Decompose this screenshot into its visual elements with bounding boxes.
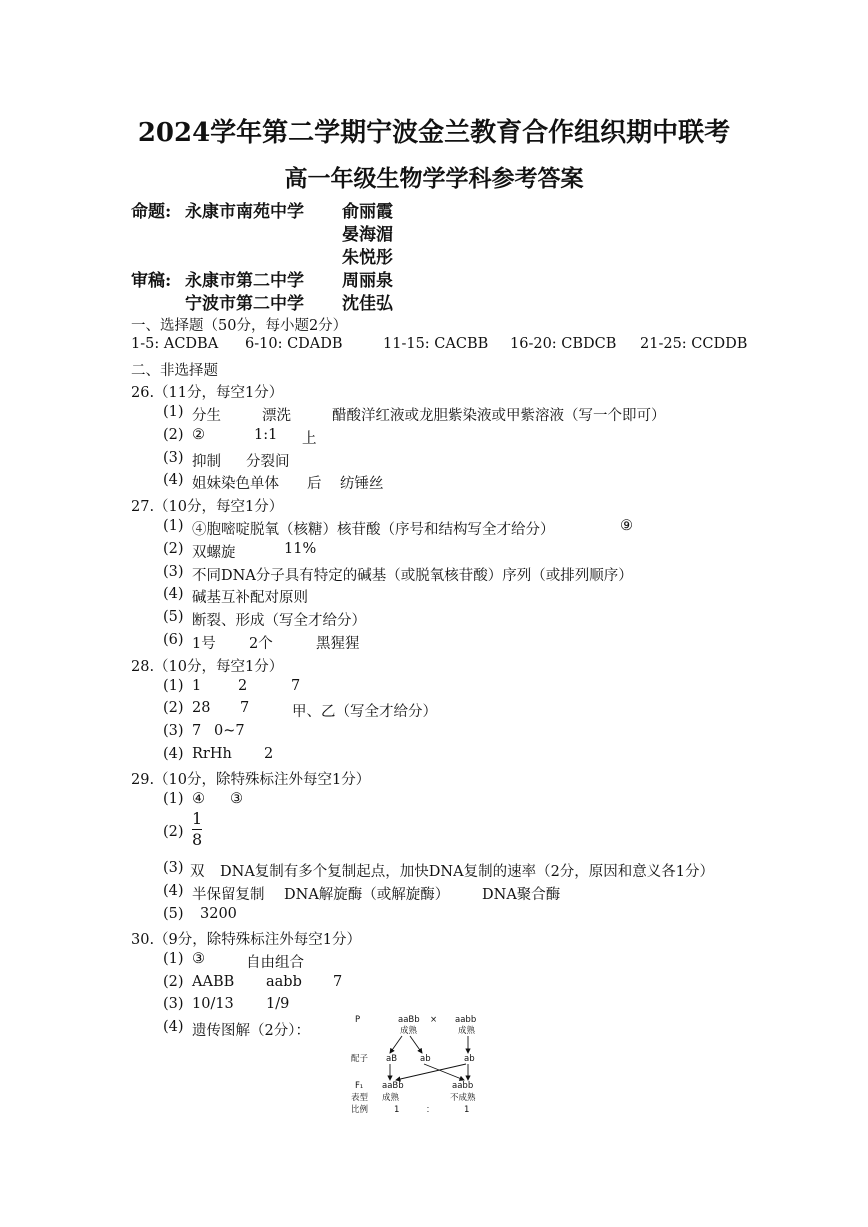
diagram-p-label: P <box>355 1015 361 1025</box>
q28-2-a: 28 <box>192 700 211 716</box>
q29-2-fraction <box>186 810 202 849</box>
q29-4-c: DNA聚合酶 <box>482 887 561 903</box>
q30-3-label: (3) <box>163 996 184 1012</box>
q30-1-b: 自由组合 <box>246 955 304 971</box>
q30-2-label: (2) <box>163 974 184 990</box>
q26-1-b: 漂洗 <box>262 408 291 424</box>
arrow-p1-to-gamete-2 <box>410 1036 422 1053</box>
diagram-gamete-label: 配子 <box>351 1054 369 1064</box>
diagram-p2-phenotype: 成熟 <box>458 1026 476 1036</box>
proposer-school: 永康市南苑中学 <box>185 202 304 222</box>
q27-2-b: 11% <box>284 541 317 557</box>
q27-header: 27.（10分，每空1分） <box>131 499 284 515</box>
q26-3-b: 分裂间 <box>246 454 290 470</box>
q26-2-c: 上 <box>302 431 317 447</box>
q28-3-label: (3) <box>163 723 184 739</box>
q28-3-b: 0~7 <box>214 723 245 739</box>
q26-3-a: 抑制 <box>192 454 221 470</box>
reviewer-label: 审稿: <box>131 271 172 291</box>
q26-4-label: (4) <box>163 472 184 488</box>
q28-4-b: 2 <box>264 746 274 762</box>
q26-1-a: 分生 <box>192 408 221 424</box>
q30-4-label: (4) <box>163 1019 184 1035</box>
q27-6-c: 黑猩猩 <box>316 636 360 652</box>
q27-3-a: 不同DNA分子具有特定的碱基（或脱氧核苷酸）序列（或排列顺序） <box>192 568 633 584</box>
q29-3-label: (3) <box>163 860 184 876</box>
q27-6-b: 2个 <box>249 636 273 652</box>
q27-5-label: (5) <box>163 609 184 625</box>
diagram-f1-1-phenotype: 成熟 <box>382 1093 400 1103</box>
q27-6-a: 1号 <box>192 636 216 652</box>
q26-4-a: 姐妹染色单体 <box>192 476 279 492</box>
q27-3-label: (3) <box>163 564 184 580</box>
q29-2-label: (2) <box>163 824 184 840</box>
diagram-gamete-3: ab <box>464 1054 475 1064</box>
proposer-name-1: 俞丽霞 <box>342 202 393 222</box>
q27-6-label: (6) <box>163 632 184 648</box>
reviewer-school-2: 宁波市第二中学 <box>185 294 304 314</box>
q28-3-a: 7 <box>192 723 202 739</box>
q27-5-a: 断裂、形成（写全才给分） <box>192 613 366 629</box>
genetic-cross-diagram <box>340 1010 500 1120</box>
q29-4-label: (4) <box>163 883 184 899</box>
q28-1-a: 1 <box>192 678 202 694</box>
q28-2-c: 甲、乙（写全才给分） <box>292 704 437 720</box>
q29-5-label: (5) <box>163 906 184 922</box>
proposer-name-3: 朱悦彤 <box>342 248 393 268</box>
reviewer-name-1: 周丽泉 <box>342 271 393 291</box>
q27-4-a: 碱基互补配对原则 <box>192 590 308 606</box>
diagram-f1-2-genotype: aabb <box>452 1081 474 1091</box>
q29-4-b: DNA解旋酶（或解旋酶） <box>284 887 450 903</box>
q29-5-a: 3200 <box>200 906 237 922</box>
q30-1-a: ③ <box>192 951 205 967</box>
mc-answers-3: 11-15: CACBB <box>383 336 489 352</box>
q30-1-label: (1) <box>163 951 184 967</box>
proposer-name-2: 晏海湄 <box>342 225 393 245</box>
q30-3-b: 1/9 <box>266 996 290 1012</box>
q26-4-b: 后 <box>307 476 322 492</box>
mc-answers-4: 16-20: CBDCB <box>510 336 617 352</box>
q28-2-label: (2) <box>163 700 184 716</box>
q26-2-label: (2) <box>163 427 184 443</box>
diagram-p1-phenotype: 成熟 <box>400 1026 418 1036</box>
diagram-ratio-2: 1 <box>464 1105 470 1115</box>
q30-2-c: 7 <box>333 974 343 990</box>
q30-header: 30.（9分，除特殊标注外每空1分） <box>131 932 362 948</box>
q27-1-a: ④胞嘧啶脱氧（核糖）核苷酸（序号和结构写全才给分） <box>192 522 555 538</box>
q30-4-a: 遗传图解（2分）： <box>192 1023 310 1039</box>
q27-4-label: (4) <box>163 586 184 602</box>
section1-heading: 一、选择题（50分，每小题2分） <box>131 318 348 334</box>
q28-4-label: (4) <box>163 746 184 762</box>
diagram-ratio-label: 比例 <box>351 1105 369 1115</box>
q27-1-b: ⑨ <box>620 518 633 534</box>
document-subtitle: 高一年级生物学学科参考答案 <box>284 165 584 192</box>
diagram-ratio-1: 1 <box>394 1105 400 1115</box>
diagram-ratio-separator: ： <box>426 1105 435 1115</box>
proposer-label: 命题: <box>131 202 172 222</box>
section2-heading: 二、非选择题 <box>131 363 218 379</box>
q28-1-c: 7 <box>291 678 301 694</box>
q29-header: 29.（10分，除特殊标注外每空1分） <box>131 772 371 788</box>
diagram-gamete-1: aB <box>386 1054 398 1064</box>
diagram-p2-genotype: aabb <box>455 1015 477 1025</box>
q28-1-label: (1) <box>163 678 184 694</box>
diagram-phenotype-label: 表型 <box>351 1093 369 1103</box>
q26-4-c: 纺锤丝 <box>340 476 384 492</box>
q28-header: 28.（10分，每空1分） <box>131 659 284 675</box>
fraction-numerator: 1 <box>192 809 203 828</box>
q28-1-b: 2 <box>238 678 248 694</box>
q29-4-a: 半保留复制 <box>192 887 265 903</box>
q26-2-a: ② <box>192 427 205 443</box>
q27-1-label: (1) <box>163 518 184 534</box>
q30-2-a: AABB <box>192 974 235 990</box>
q26-header: 26.（11分，每空1分） <box>131 385 284 401</box>
q26-2-b: 1:1 <box>254 427 278 443</box>
diagram-p1-genotype: aaBb <box>398 1015 420 1025</box>
reviewer-name-2: 沈佳弘 <box>342 294 393 314</box>
diagram-cross-symbol: × <box>430 1015 438 1025</box>
q28-2-b: 7 <box>240 700 250 716</box>
q27-2-label: (2) <box>163 541 184 557</box>
diagram-f1-2-phenotype: 不成熟 <box>450 1093 476 1103</box>
arrow-p1-to-gamete-1 <box>390 1036 402 1053</box>
diagram-f1-label: F₁ <box>355 1081 364 1091</box>
fraction-denominator: 8 <box>192 830 203 849</box>
q29-1-label: (1) <box>163 791 184 807</box>
q30-2-b: aabb <box>266 974 302 990</box>
mc-answers-2: 6-10: CDADB <box>245 336 343 352</box>
q27-2-a: 双螺旋 <box>192 545 236 561</box>
document-title: 2024学年第二学期宁波金兰教育合作组织期中联考 <box>137 118 731 148</box>
q29-3-a: 双 <box>190 864 205 880</box>
q29-1-a: ④ <box>192 791 205 807</box>
reviewer-school-1: 永康市第二中学 <box>185 271 304 291</box>
q26-1-label: (1) <box>163 404 184 420</box>
q29-1-b: ③ <box>230 791 243 807</box>
diagram-gamete-2: ab <box>420 1054 431 1064</box>
q26-3-label: (3) <box>163 450 184 466</box>
q29-3-b: DNA复制有多个复制起点，加快DNA复制的速率（2分，原因和意义各1分） <box>220 864 715 880</box>
q26-1-c: 醋酸洋红液或龙胆紫染液或甲紫溶液（写一个即可） <box>332 408 666 424</box>
mc-answers-1: 1-5: ACDBA <box>131 336 219 352</box>
q30-3-a: 10/13 <box>192 996 234 1012</box>
diagram-f1-1-genotype: aaBb <box>382 1081 404 1091</box>
q28-4-a: RrHh <box>192 746 232 762</box>
mc-answers-5: 21-25: CCDDB <box>640 336 748 352</box>
